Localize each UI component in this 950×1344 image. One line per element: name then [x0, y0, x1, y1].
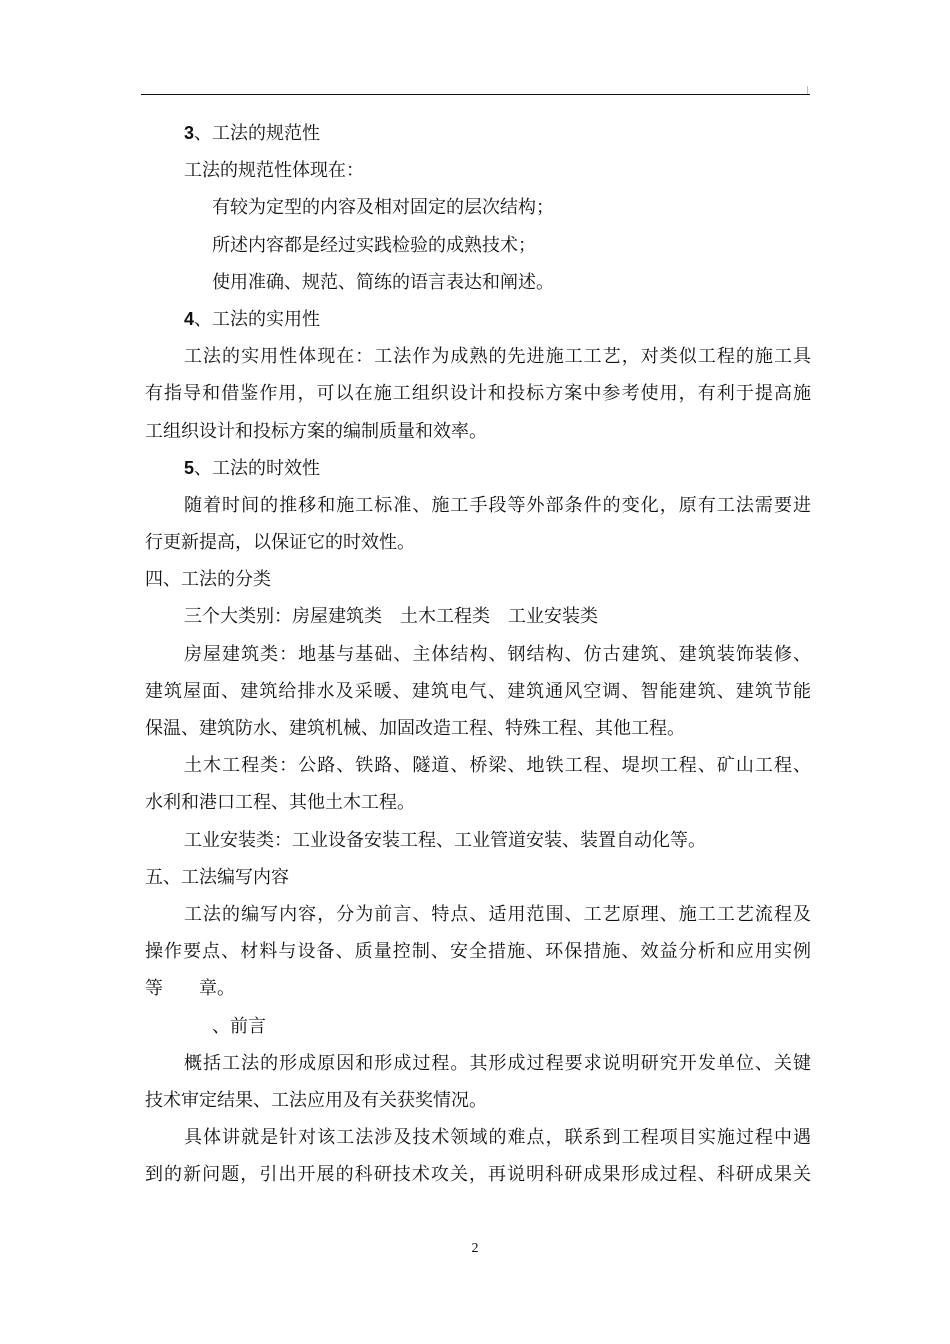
section-5-heading: 5、工法的时效性 [184, 457, 321, 479]
paragraph-line: 技术审定结果、工法应用及有关获奖情况。 [145, 1089, 487, 1111]
paragraph-line: 概括工法的形成原因和形成过程。其形成过程要求说明研究开发单位、关键 [184, 1052, 811, 1074]
section-heading-4: 四、工法的分类 [145, 569, 271, 591]
paragraph-line: 水利和港口工程、其他土木工程。 [145, 792, 415, 814]
paragraph-line: 行更新提高，以保证它的时效性。 [145, 532, 415, 554]
paragraph-line: 操作要点、材料与设备、质量控制、安全措施、环保措施、效益分析和应用实例 [145, 941, 811, 963]
paragraph-line: 房屋建筑类：地基与基础、主体结构、钢结构、仿古建筑、建筑装饰装修、 [184, 643, 811, 665]
paragraph-line: 土木工程类：公路、铁路、隧道、桥梁、地铁工程、堤坝工程、矿山工程、 [184, 755, 811, 777]
section-4-heading: 4、工法的实用性 [184, 308, 321, 330]
paragraph-line: 随着时间的推移和施工标准、施工手段等外部条件的变化，原有工法需要进 [184, 494, 811, 516]
page-number: 2 [471, 1241, 479, 1256]
paragraph-line: 建筑屋面、建筑给排水及采暖、建筑电气、建筑通风空调、智能建筑、建筑节能 [145, 680, 811, 702]
paragraph-line: 到的新问题，引出开展的科研技术攻关，再说明科研成果形成过程、科研成果关 [145, 1164, 811, 1186]
categories-line: 三个大类别：房屋建筑类 土木工程类 工业安装类 [184, 606, 598, 628]
section-3-item: 使用准确、规范、简练的语言表达和阐述。 [212, 271, 554, 293]
paragraph-line: 工业安装类：工业设备安装工程、工业管道安装、装置自动化等。 [184, 829, 706, 851]
paragraph-line: 工法的编写内容，分为前言、特点、适用范围、工艺原理、施工工艺流程及 [184, 903, 811, 925]
header-rule-tick [807, 86, 808, 94]
document-body [145, 115, 811, 1193]
section-3-intro: 工法的规范性体现在： [184, 160, 364, 182]
paragraph-line: 保温、建筑防水、建筑机械、加固改造工程、特殊工程、其他工程。 [145, 718, 685, 739]
section-3-heading: 3、工法的规范性 [184, 123, 321, 144]
paragraph-line: 等 章。 [145, 978, 235, 1000]
section-3-item: 有较为定型的内容及相对固定的层次结构； [212, 197, 554, 219]
preface-heading: 、前言 [212, 1015, 266, 1037]
section-heading-5: 五、工法编写内容 [145, 866, 289, 888]
header-rule [141, 94, 810, 95]
paragraph-line: 工组织设计和投标方案的编制质量和效率。 [145, 420, 487, 442]
paragraph-line: 有指导和借鉴作用，可以在施工组织设计和投标方案中参考使用，有利于提高施 [145, 383, 811, 405]
paragraph-line: 工法的实用性体现在：工法作为成熟的先进施工工艺，对类似工程的施工具 [184, 346, 811, 368]
paragraph-line: 具体讲就是针对该工法涉及技术领域的难点，联系到工程项目实施过程中遇 [184, 1127, 811, 1149]
section-3-item: 所述内容都是经过实践检验的成熟技术； [212, 234, 536, 256]
